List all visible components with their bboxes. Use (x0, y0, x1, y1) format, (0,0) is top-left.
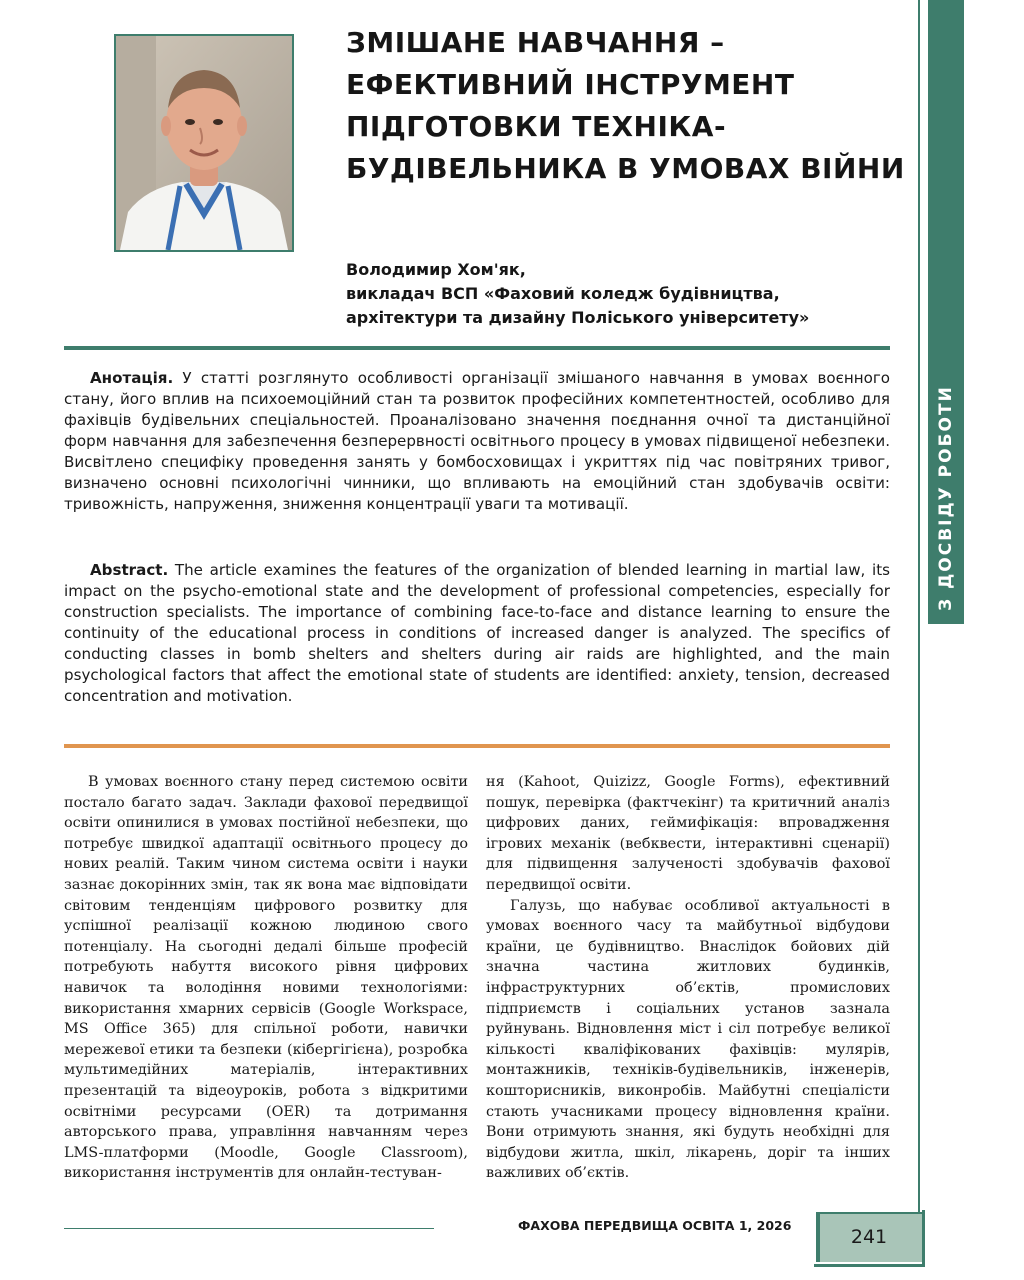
author-portrait-icon (116, 36, 292, 250)
annotation-text: У статті розглянуто особливості організації змішаного навчання в умовах воєнного стану, його вплив на психоемоційний стан та розвиток професійних компетентностей, особливо для фахівців будівельних спеціальностей. Проаналізовано значення поєднання очної та дистанційної форм навчання для забезпечення безперервності освітнього процесу в умовах підвищеної небезпеки. Висвітлено специфіку проведення занять у бомбосховищах і укриттях під час повітряних тривог, визначено основні психологічні чинники, що впливають на емоційний стан здобувачів освіти: тривожність, напруження, зниження концентрації уваги та мотивації. (64, 369, 890, 513)
page-frame-right (922, 1210, 925, 1267)
body-column-left (64, 772, 468, 1184)
abstract-label: Abstract. (90, 561, 169, 579)
body-paragraph: Галузь, що набуває особливої актуальності в умовах воєнного часу та майбутньої відбудови країни, це будівництво. Внаслідок бойових дій значна частина житлових будинків, інфраструктурних об’єктів, промислових підприємств і соціальних установ зазнала руйнувань. Відновлення міст і сіл потребує великої кількості кваліфікованих фахівців: мулярів, монтажників, техніків-будівельників, інженерів, кошторисників, виконробів. Майбутні спеціалісти стають учасниками процесу відновлення країни. Вони отримують знання, які будуть необхідні для відбудови житла, шкіл, лікарень, доріг та інших важливих об’єктів. (486, 897, 890, 1182)
body-paragraph: В умовах воєнного стану перед системою освіти постало багато задач. Заклади фахової передвищої освіти опинилися в умовах постійної небезпеки, що потребує швидкої адаптації освітнього процесу до нових реалій. Таким чином система освіти і науки зазнає докорінних змін, так як вона має відповідати світовим тенденціям цифрового розвитку для успішної реалізації кожною людиною свого потенціалу. На сьогодні дедалі більше професій потребують набуття високого рівня цифрових навичок та володіння новими технологіями: використання хмарних сервісів (Google Workspace, MS Office 365) для спільної роботи, навички мережевої етики та безпеки (кібергігієна), розробка мультимедійних матеріалів, інтерактивних презентацій та відеоуроків, робота з відкритими освітніми ресурсами (OER) та дотримання авторського права, управління навчанням через LMS-платформи (Moodle, Google Classroom), використання інструментів для онлайн-тестуван- (64, 774, 468, 1182)
page-frame-bottom (814, 1264, 924, 1267)
article-title: ЗМІШАНЕ НАВЧАННЯ – ЕФЕКТИВНИЙ ІНСТРУМЕНТ ПІДГОТОВКИ ТЕХНІКА-БУДІВЕЛЬНИКА В УМОВАХ ВІЙНИ (346, 26, 905, 185)
author-position-line2: архітектури та дизайну Поліського університету» (346, 308, 810, 327)
annotation-paragraph (64, 368, 890, 515)
section-tab-label: З ДОСВІДУ РОБОТИ (936, 385, 956, 611)
abstract-text: The article examines the features of the organization of blended learning in martial law, its impact on the psycho-emotional state and the development of professional competencies, especially for construction specialists. The importance of combining face-to-face and distance learning to ensure the continuity of the educational process in conditions of increased danger is analyzed. The specifics of conducting classes in bomb shelters and shelters during air raids are highlighted, and the main psychological factors that affect the emotional state of students are identified: anxiety, tension, decreased concentration and motivation. (64, 561, 890, 705)
author-block (346, 258, 886, 330)
body-paragraph: ня (Kahoot, Quizizz, Google Forms), ефективний пошук, перевірка (фактчекінг) та критичний аналіз цифрових даних, геймифікація: впровадження ігрових механік (вебквести, інтерактивні сценарії) для підвищення залученості здобувачів фахової передвищої освіти. (486, 774, 890, 893)
page-number: 241 (850, 1226, 888, 1248)
author-photo (114, 34, 294, 252)
bottom-divider (64, 744, 890, 748)
author-position-line1: викладач ВСП «Фаховий коледж будівництва, (346, 284, 780, 303)
annotation-label: Анотація. (90, 369, 174, 387)
top-divider (64, 346, 890, 350)
author-name: Володимир Хом'як, (346, 260, 526, 279)
body-column-right (486, 772, 890, 1184)
footer-rule (64, 1228, 434, 1229)
side-rule (918, 0, 920, 1220)
journal-name: ФАХОВА ПЕРЕДВИЩА ОСВІТА 1, 2026 (518, 1218, 792, 1233)
abstract-paragraph (64, 560, 890, 707)
